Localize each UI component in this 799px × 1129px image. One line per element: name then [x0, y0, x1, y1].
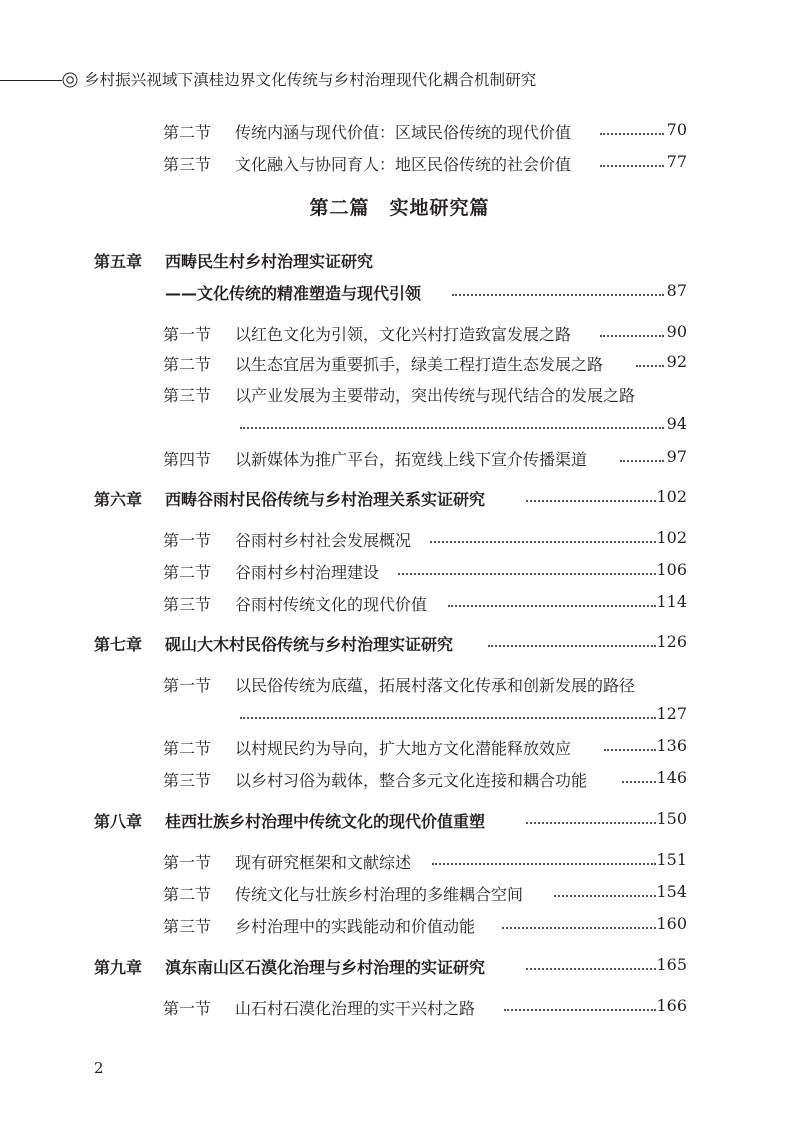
- page-number: 126: [656, 632, 687, 651]
- leader-dots: [636, 365, 664, 367]
- leader-dots: [554, 895, 656, 897]
- toc-chapter-row: [0, 487, 799, 517]
- chapter-label: 第九章: [94, 958, 143, 977]
- running-header-title: 乡村振兴视域下滇桂边界文化传统与乡村治理现代化耦合机制研究: [84, 71, 537, 89]
- toc-chapter-row: [0, 632, 799, 662]
- leader-dots: [622, 781, 656, 783]
- toc-section-row: [0, 447, 799, 477]
- section-title: 文化融入与协同育人：地区民俗传统的社会价值: [235, 155, 572, 174]
- section-label: 第二节: [163, 563, 212, 582]
- toc-section-row: [0, 882, 799, 912]
- page-number: 70: [666, 120, 687, 139]
- page-number: 136: [656, 736, 687, 755]
- toc-section-row: [0, 383, 799, 413]
- leader-dots: [526, 500, 656, 502]
- toc-section-continuation-row: [0, 704, 799, 734]
- toc-section-row: [0, 673, 799, 703]
- chapter-title: 滇东南山区石漠化治理与乡村治理的实证研究: [165, 958, 486, 977]
- page-number: 165: [656, 955, 687, 974]
- page-number: 102: [656, 528, 687, 547]
- toc-chapter-row: [0, 809, 799, 839]
- chapter-title: 砚山大木村民俗传统与乡村治理实证研究: [165, 635, 454, 654]
- leader-dots: [452, 294, 664, 296]
- section-title: 谷雨村乡村社会发展概况: [235, 531, 412, 550]
- toc-section-continuation-row: [0, 414, 799, 444]
- toc-section-row: [0, 736, 799, 766]
- chapter-label: 第六章: [94, 490, 143, 509]
- leader-dots: [240, 717, 656, 719]
- section-label: 第三节: [163, 386, 212, 405]
- page-number: 106: [656, 560, 687, 579]
- section-label: 第三节: [163, 595, 212, 614]
- chapter-label: 第五章: [94, 252, 143, 271]
- chapter-title: 西畴谷雨村民俗传统与乡村治理关系实证研究: [165, 490, 486, 509]
- page-number: 127: [656, 704, 687, 723]
- section-label: 第三节: [163, 155, 212, 174]
- section-label: 第三节: [163, 771, 212, 790]
- section-title: 以民俗传统为底蕴，拓展村落文化传承和创新发展的路径: [235, 676, 636, 695]
- section-title: 谷雨村传统文化的现代价值: [235, 595, 428, 614]
- section-label: 第四节: [163, 450, 212, 469]
- page-number: 151: [656, 850, 687, 869]
- toc-section-row: [0, 592, 799, 622]
- page-number: 87: [666, 281, 687, 300]
- page-number: 90: [666, 322, 687, 341]
- toc-chapter-row: [0, 955, 799, 985]
- leader-dots: [432, 863, 656, 865]
- header-rule: [0, 80, 62, 81]
- section-label: 第一节: [163, 999, 212, 1018]
- section-label: 第二节: [163, 885, 212, 904]
- section-title: 谷雨村乡村治理建设: [235, 563, 380, 582]
- leader-dots: [620, 460, 664, 462]
- chapter-subtitle: ——文化传统的精准塑造与现代引领: [165, 284, 422, 303]
- section-label: 第一节: [163, 676, 212, 695]
- leader-dots: [526, 822, 656, 824]
- section-title: 以村规民约为导向，扩大地方文化潜能释放效应: [235, 739, 572, 758]
- page-number: 160: [656, 914, 687, 933]
- page-number: 92: [666, 352, 687, 371]
- leader-dots: [600, 165, 664, 167]
- leader-dots: [526, 968, 656, 970]
- section-label: 第一节: [163, 325, 212, 344]
- section-title: 以新媒体为推广平台，拓宽线上线下宣介传播渠道: [235, 450, 588, 469]
- page-number: 77: [666, 152, 687, 171]
- section-title: 乡村治理中的实践能动和价值动能: [235, 917, 476, 936]
- section-title: 以产业发展为主要带动，突出传统与现代结合的发展之路: [235, 386, 636, 405]
- page-number: 154: [656, 882, 687, 901]
- chapter-label: 第七章: [94, 635, 143, 654]
- chapter-title: 西畴民生村乡村治理实证研究: [165, 252, 374, 271]
- section-label: 第三节: [163, 917, 212, 936]
- circle-ornament-icon: [62, 72, 78, 88]
- section-title: 以红色文化为引领，文化兴村打造致富发展之路: [235, 325, 572, 344]
- section-title: 传统内涵与现代价值：区域民俗传统的现代价值: [235, 123, 572, 142]
- section-label: 第一节: [163, 531, 212, 550]
- toc-section-row: [0, 560, 799, 590]
- part-title: 第二篇 实地研究篇: [309, 197, 490, 219]
- toc-section-row: [0, 768, 799, 798]
- toc-section-row: [0, 528, 799, 558]
- leader-dots: [398, 573, 656, 575]
- toc-section-row: [0, 850, 799, 880]
- leader-dots: [600, 335, 664, 337]
- leader-dots: [240, 427, 664, 429]
- section-title: 山石村石漠化治理的实干兴村之路: [235, 999, 476, 1018]
- leader-dots: [504, 1009, 656, 1011]
- page-number: 150: [656, 809, 687, 828]
- section-title: 现有研究框架和文献综述: [235, 853, 412, 872]
- leader-dots: [430, 541, 656, 543]
- page-number: 97: [666, 447, 687, 466]
- page-number: 114: [656, 592, 687, 611]
- chapter-title: 桂西壮族乡村治理中传统文化的现代价值重塑: [165, 812, 486, 831]
- page-number: 94: [666, 414, 687, 433]
- toc-section-row: [0, 152, 799, 182]
- leader-dots: [488, 645, 656, 647]
- section-title: 传统文化与壮族乡村治理的多维耦合空间: [235, 885, 524, 904]
- leader-dots: [604, 749, 656, 751]
- toc-chapter-row: [0, 249, 799, 279]
- page-number: 166: [656, 996, 687, 1015]
- toc-section-row: [0, 352, 799, 382]
- section-label: 第一节: [163, 853, 212, 872]
- toc-section-row: [0, 996, 799, 1026]
- chapter-label: 第八章: [94, 812, 143, 831]
- running-header: [0, 66, 799, 96]
- section-title: 以生态宜居为重要抓手，绿美工程打造生态发展之路: [235, 355, 604, 374]
- toc-section-row: [0, 120, 799, 150]
- page-folio: 2: [94, 1059, 104, 1077]
- toc-chapter-subtitle-row: [0, 281, 799, 311]
- section-title: 以乡村习俗为载体，整合多元文化连接和耦合功能: [235, 771, 588, 790]
- section-label: 第二节: [163, 123, 212, 142]
- section-label: 第二节: [163, 355, 212, 374]
- leader-dots: [502, 927, 656, 929]
- section-label: 第二节: [163, 739, 212, 758]
- leader-dots: [448, 605, 656, 607]
- toc-section-row: [0, 322, 799, 352]
- page-number: 102: [656, 487, 687, 506]
- leader-dots: [600, 133, 664, 135]
- page-number: 146: [656, 768, 687, 787]
- toc-section-row: [0, 914, 799, 944]
